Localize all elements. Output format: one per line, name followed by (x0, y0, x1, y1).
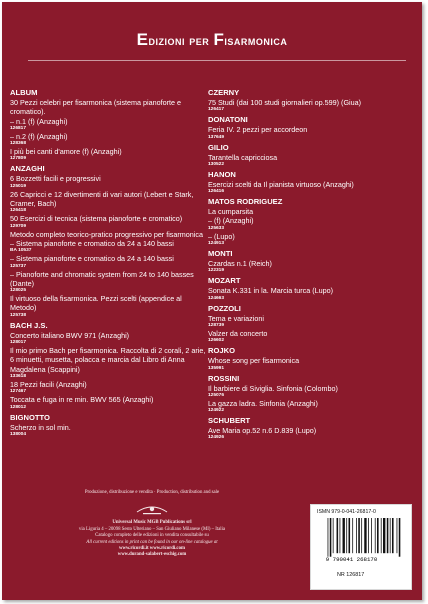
edition-number: 126602 (208, 338, 225, 344)
edition-number: 138004 (10, 431, 27, 437)
work-title: Il virtuoso della fisarmonica. Pezzi scelti (appendice al Metodo) (10, 294, 182, 313)
edition-number: 128025 (10, 288, 27, 294)
ismn-code: ISMN 979-0-041-26817-0 (317, 509, 376, 515)
work-title: Il mio primo Bach per fisarmonica. Raccolta di 2 corali, 2 arie, 6 minuetti, musetta, polacca e marcia dal Libro di Anna Magdalena (Scappini) (10, 346, 206, 374)
composer-name: ALBUM (10, 88, 38, 97)
work-title: Scherzo in sol min. (10, 422, 71, 432)
work-title: – n.2 (f) (Anzaghi) (10, 131, 68, 141)
work-title: 18 Pezzi facili (Anzaghi) (10, 379, 87, 389)
composer-name: MATOS RODRIGUEZ (208, 197, 283, 207)
composer-section (10, 164, 208, 318)
work-title: 30 Pezzi celebri per fisarmonica (sistema pianoforte e cromatico). (10, 98, 181, 117)
edition-number: 124926 (208, 435, 225, 441)
composer-name: BIGNOTTO (10, 412, 50, 422)
composer-name: GILIO (208, 142, 229, 152)
edition-number: 128368 (10, 141, 27, 147)
catalog-column-left (10, 88, 208, 439)
edition-number: 124922 (208, 408, 225, 414)
work-title: Feria IV. 2 pezzi per accordeon (208, 125, 308, 135)
work-title: – Pianoforte and chromatic system from 24 to 140 basses (Dante) (10, 269, 194, 288)
edition-number: 125738 (10, 312, 27, 318)
composer-section (10, 88, 208, 162)
composer-section (208, 374, 416, 415)
footer-catalog-it: Catalogo completo delle edizioni in vendita consultabile su (95, 533, 209, 539)
work-title: Ave Maria op.52 n.6 D.839 (Lupo) (208, 426, 317, 436)
edition-number: 128017 (10, 340, 27, 346)
work-title: Czardas n.1 (Reich) (208, 259, 272, 269)
footer-company: Universal Music MGB Publications srl (112, 520, 192, 526)
work-title: Metodo completo teorico-pratico progressivo per fisarmonica (10, 229, 203, 239)
edition-number: 126417 (208, 107, 225, 113)
work-title: 75 Studi (dai 100 studi giornalieri op.599) (Giua) (208, 98, 362, 107)
work-title: Tema e variazioni (208, 313, 264, 323)
edition-number: 129709 (10, 223, 27, 229)
composer-section (10, 321, 208, 411)
composer-name: DONATONI (208, 115, 248, 125)
composer-section (208, 416, 416, 441)
composer-name: CZERNY (208, 88, 240, 97)
work-title: Toccata e fuga in re min. BWV 565 (Anzaghi) (10, 395, 154, 405)
composer-section (208, 143, 416, 168)
composer-name: ROSSINI (208, 373, 240, 383)
composer-name: ANZAGHI (10, 164, 45, 174)
work-title: Il barbiere di Siviglia. Sinfonia (Colombo) (208, 383, 338, 393)
edition-number: 128012 (10, 404, 27, 410)
catalog-number: NR 126817 (337, 572, 365, 578)
composer-section (208, 115, 416, 140)
work-title: I più bei canti d'amore (f) (Anzaghi) (10, 147, 122, 157)
composer-section (208, 88, 416, 113)
work-title: Whose song per fisarmonica (208, 356, 300, 366)
work-title: – (Lupo) (208, 231, 235, 241)
catalog-column-right (208, 88, 416, 442)
edition-number: 130522 (208, 161, 225, 167)
composer-name: ROJKO (208, 346, 236, 356)
composer-name: MOZART (208, 276, 241, 286)
edition-number: 127467 (10, 389, 27, 395)
title-divider (28, 60, 406, 61)
edition-number: 124663 (208, 295, 225, 301)
work-title: Tarantella capricciosa (208, 152, 278, 162)
publisher-logo-icon (133, 502, 171, 516)
edition-number: 126416 (208, 189, 225, 195)
back-cover (2, 2, 422, 600)
composer-section (208, 197, 416, 247)
composer-name: BACH J.S. (10, 320, 48, 330)
barcode-digits: 9 790041 268170 (325, 556, 378, 562)
edition-number: BA 10537 (10, 248, 32, 254)
edition-number: 122319 (208, 268, 225, 274)
edition-number: 125076 (208, 392, 225, 398)
composer-section (208, 249, 416, 274)
work-title: La gazza ladra. Sinfonia (Anzaghi) (208, 398, 318, 408)
work-title: Valzer da concerto (208, 328, 268, 338)
composer-name: MONTI (208, 249, 233, 259)
work-title: La cumparsita (208, 207, 254, 217)
work-title: Concerto italiano BWV 971 (Anzaghi) (10, 330, 130, 340)
page-title: Edizioni per Fisarmonica (136, 30, 288, 49)
edition-number: 127809 (10, 156, 27, 162)
composer-section (208, 304, 416, 345)
composer-section (208, 346, 416, 371)
barcode-label (310, 504, 412, 590)
footer-production: Produzione, distribuzione e vendita · Production, distribution and sale (84, 490, 220, 495)
edition-number: 137649 (208, 134, 225, 140)
work-title: Esercizi scelti da Il pianista virtuoso (Anzaghi) (208, 179, 354, 189)
edition-number: 128739 (208, 322, 225, 328)
barcode-icon (319, 518, 403, 562)
work-title: – Sistema pianoforte e cromatico da 24 a 140 bassi (10, 238, 174, 248)
edition-number: 126418 (10, 208, 27, 214)
publisher-footer (2, 490, 302, 559)
composer-name: HANON (208, 169, 236, 179)
edition-number: 133618 (10, 373, 27, 379)
work-title: – (f) (Anzaghi) (208, 216, 254, 226)
work-title: 26 Capricci e 12 divertimenti di vari autori (Lebert e Stark, Cramer, Bach) (10, 189, 194, 209)
edition-number: 125633 (208, 225, 225, 231)
work-title: Sonata K.331 in la. Marcia turca (Lupo) (208, 286, 334, 296)
work-title: 6 Bozzetti facili e progressivi (10, 174, 101, 184)
footer-address: via Liguria 4 – 20098 Sesto Ulteriano – San Giuliano Milanese (MI) – Italia (78, 526, 226, 532)
edition-number: 135991 (208, 365, 225, 371)
work-title: – Sistema pianoforte e cromatico da 24 a 140 bassi (10, 254, 174, 264)
work-title: 50 Esercizi di tecnica (sistema pianoforte e cromatico) (10, 214, 183, 224)
composer-section (208, 170, 416, 195)
edition-number: 126817 (10, 125, 27, 131)
composer-section (208, 276, 416, 301)
work-title: – n.1 (f) (Anzaghi) (10, 116, 68, 126)
edition-number: 125737 (10, 263, 27, 269)
footer-site-ricordi: www.ricordi.it www.ricordi.com (119, 546, 185, 552)
edition-number: 124913 (208, 241, 225, 247)
footer-catalog-en: All current editions in print can be found in our on-line catalogue at (86, 539, 218, 545)
composer-name: POZZOLI (208, 303, 241, 313)
composer-section (10, 413, 208, 438)
composer-name: SCHUBERT (208, 416, 251, 426)
edition-number: 125019 (10, 183, 27, 189)
footer-site-durand: www.durand-salabert-eschig.com (117, 552, 187, 558)
